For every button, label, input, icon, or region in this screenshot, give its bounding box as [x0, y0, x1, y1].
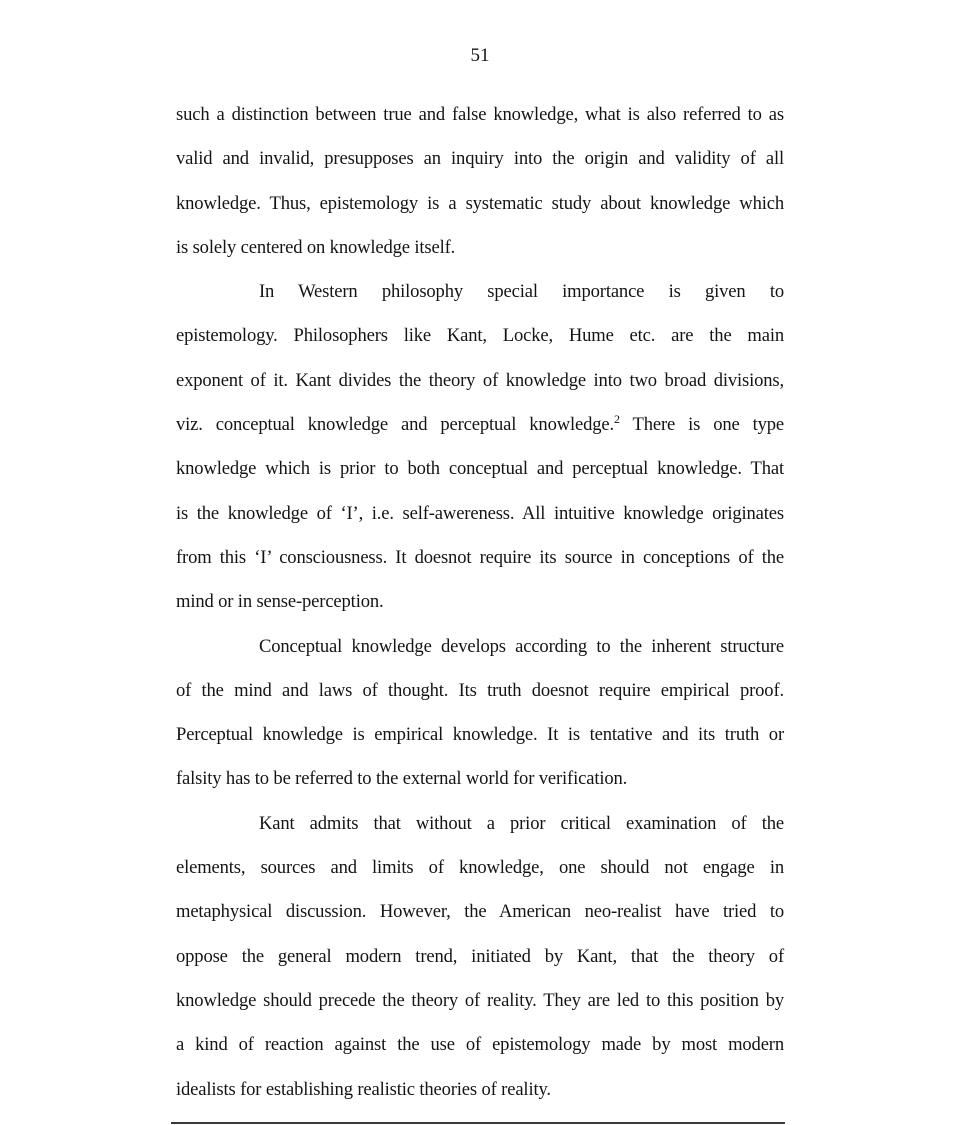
text-line: such a distinction between true and false knowledge, what is also referred to as — [176, 104, 784, 125]
paragraph-first-line: In Western philosophy special importance is given to — [259, 281, 784, 303]
text-line: valid and invalid, presupposes an inquiry into the origin and validity of all — [176, 148, 784, 170]
text-line: oppose the general modern trend, initiated by Kant, that the theory of — [176, 945, 784, 967]
text-line-with-footnote — [176, 413, 784, 457]
text-line: idealists for establishing realistic theories of reality. — [176, 1078, 551, 1100]
text-segment: viz. conceptual knowledge and perceptual knowledge. — [176, 414, 615, 436]
text-line: metaphysical discussion. However, the American neo-realist have tried to — [176, 901, 784, 923]
text-line: epistemology. Philosophers like Kant, Locke, Hume etc. are the main — [176, 325, 784, 347]
footnote-reference: 2 — [614, 412, 620, 427]
footnote-separator-rule — [171, 1122, 785, 1124]
page-number: 51 — [470, 45, 490, 66]
text-line: knowledge should precede the theory of reality. They are led to this position by — [176, 989, 784, 1011]
text-line: exponent of it. Kant divides the theory of knowledge into two broad divisions, — [176, 369, 784, 391]
text-line: mind or in sense-perception. — [176, 591, 384, 613]
text-line: knowledge which is prior to both conceptual and perceptual knowledge. That — [176, 458, 784, 480]
text-line: elements, sources and limits of knowledge, one should not engage in — [176, 857, 784, 879]
paragraph-first-line: Kant admits that without a prior critical examination of the — [259, 812, 784, 834]
text-line: from this ‘I’ consciousness. It doesnot require its source in conceptions of the — [176, 546, 784, 568]
text-line: of the mind and laws of thought. Its truth doesnot require empirical proof. — [176, 679, 784, 701]
text-line: is the knowledge of ‘I’, i.e. self-awereness. All intuitive knowledge originates — [176, 502, 784, 524]
text-line: is solely centered on knowledge itself. — [176, 236, 456, 258]
paragraph-first-line: Conceptual knowledge develops according to the inherent structure — [259, 635, 784, 657]
text-line: falsity has to be referred to the external world for verification. — [176, 768, 628, 790]
text-line: Perceptual knowledge is empirical knowledge. It is tentative and its truth or — [176, 724, 784, 746]
text-line: knowledge. Thus, epistemology is a systematic study about knowledge which — [176, 192, 784, 214]
text-segment: There is one type — [619, 414, 784, 436]
body-text — [176, 103, 784, 1122]
text-line: a kind of reaction against the use of epistemology made by most modern — [176, 1034, 784, 1056]
